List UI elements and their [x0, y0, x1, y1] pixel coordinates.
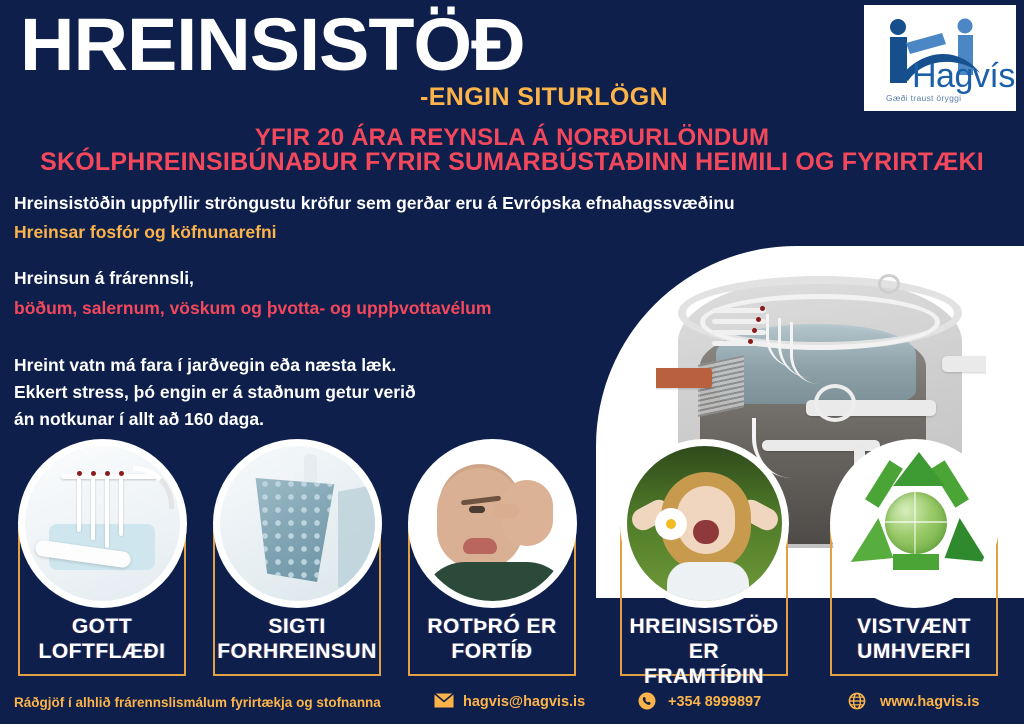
body-line-1: Hreinsistöðin uppfyllir ströngustu kröfur sem gerðar eru á Evrópska efnahagssvæðinu: [14, 193, 735, 213]
footer-website[interactable]: www.hagvis.is: [880, 694, 980, 710]
recycling-globe-icon: [837, 446, 992, 601]
feature-tile-4[interactable]: [620, 446, 790, 688]
feature-tile-1[interactable]: [18, 446, 188, 678]
headline-line-2: SKÓLPHREINSIBÚNAÐUR FYRIR SUMARBÚSTAÐINN HEIMILI OG FYRIRTÆKI: [40, 148, 984, 176]
tile-caption-line-1: HREINSISTÖÐ ER: [629, 615, 779, 663]
tile-caption: [213, 614, 381, 664]
footer-phone[interactable]: +354 8999897: [668, 694, 762, 710]
happy-child-with-daisy-photo: [627, 446, 782, 601]
tile-caption: [408, 614, 576, 664]
tile-caption-line-1: ROTÞRÓ ER: [427, 615, 557, 638]
tile-caption-line-1: VISTVÆNT: [857, 615, 971, 638]
body-line-7: án notkunar í allt að 160 daga.: [14, 409, 264, 429]
tile-caption-line-2: FRAMTÍÐIN: [644, 665, 764, 688]
headline-line-1: YFIR 20 ÁRA REYNSLA Á NORÐURLÖNDUM: [254, 124, 770, 151]
footer-tagline: Ráðgjöf í alhlið frárennslismálum fyrirtækja og stofnanna: [14, 695, 381, 710]
phone-icon: [638, 692, 656, 710]
logo-wordmark: Hagvís: [912, 57, 1015, 95]
page-subtitle: -ENGIN SITURLÖGN: [420, 83, 669, 111]
body-line-3: Hreinsun á frárennsli,: [14, 268, 194, 288]
body-line-6: Ekkert stress, þó engin er á staðnum getur verið: [14, 382, 416, 402]
tile-caption-line-2: FORTÍÐ: [451, 640, 533, 663]
tile-caption-line-2: FORHREINSUN: [217, 640, 377, 663]
logo-tagline: Gæði traust öryggi: [886, 93, 962, 103]
tile-caption-line-2: LOFTFLÆÐI: [38, 640, 166, 663]
body-line-2: Hreinsar fosfór og köfnunarefni: [14, 222, 277, 242]
footer-contact-bar: [0, 681, 1024, 724]
feature-tile-5[interactable]: [830, 446, 1000, 678]
body-line-5: Hreint vatn má fara í jarðvegin eða næsta læk.: [14, 355, 397, 375]
page-title: HREINSISTÖÐ: [20, 3, 525, 86]
tile-caption-line-1: SIGTI: [268, 615, 326, 638]
pipes-photo: [25, 446, 180, 601]
tile-caption: [620, 614, 788, 689]
tile-caption: [18, 614, 186, 664]
feature-tile-2[interactable]: [213, 446, 383, 678]
tile-caption: [830, 614, 998, 664]
filter-sieve-photo: [220, 446, 375, 601]
man-pinching-nose-photo: [415, 446, 570, 601]
envelope-icon: [434, 693, 454, 708]
company-logo: [864, 5, 1016, 111]
tile-caption-line-2: UMHVERFI: [857, 640, 971, 663]
footer-email[interactable]: hagvis@hagvis.is: [463, 694, 586, 710]
globe-icon: [848, 692, 866, 710]
feature-tile-3[interactable]: [408, 446, 578, 678]
tile-caption-line-1: GOTT: [71, 615, 133, 638]
body-line-4: böðum, salernum, vöskum og þvotta- og uppþvottavélum: [14, 298, 492, 318]
